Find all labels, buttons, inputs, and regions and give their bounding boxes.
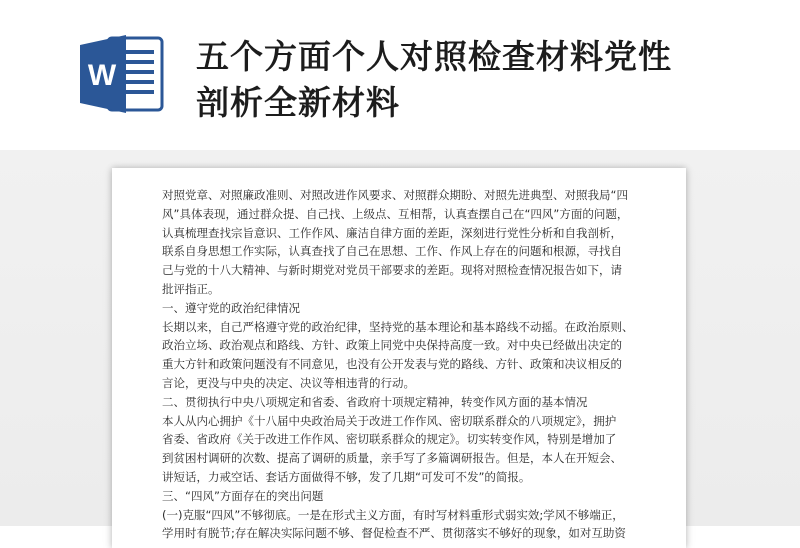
document-line: 到贫困村调研的次数、提高了调研的质量，亲手写了多篇调研报告。但是，本人在开短会、: [162, 451, 622, 466]
document-line: 风”具体表现，通过群众提、自己找、上级点、互相帮，认真查摆自己在“四风”方面的问题，: [162, 206, 629, 221]
document-line: 二、贯彻执行中央八项规定和省委、省政府十项规定精神，转变作风方面的基本情况: [162, 394, 588, 409]
document-line: 重大方针和政策问题没有不同意见，也没有公开发表与党的路线、方针、政策和决议相反的: [162, 357, 622, 372]
document-line: 认真梳理查找宗旨意识、工作作风、廉洁自律方面的差距，深刻进行党性分析和自我剖析，: [162, 225, 622, 240]
document-line: 联系自身思想工作实际，认真查找了自己在思想、工作、作风上存在的问题和根源，寻找自: [162, 244, 622, 259]
word-logo-letter: W: [87, 59, 117, 92]
page-title-line-1: 五个方面个人对照检查材料党性: [196, 37, 672, 76]
header: [0, 0, 800, 150]
document-line: 省委、省政府《关于改进工作作风、密切联系群众的规定》。切实转变作风，特别是增加了: [162, 432, 617, 447]
document-line: 己与党的十八大精神、与新时期党对党员干部要求的差距。现将对照检查情况报告如下，请: [162, 263, 622, 278]
document-line: 长期以来，自己严格遵守党的政治纪律，坚持党的基本理论和基本路线不动摇。在政治原则、: [162, 319, 634, 334]
document-line: 对照党章、对照廉政准则、对照改进作风要求、对照群众期盼、对照先进典型、对照我局“四: [162, 188, 628, 202]
page-title-line-2: 剖析全新材料: [196, 83, 400, 122]
document-page: [112, 168, 686, 548]
document-line: 学用时有脱节;存在解决实际问题不够、督促检查不严、贯彻落实不够好的现象，如对互助资: [162, 526, 626, 541]
document-line: 言论，更没与中央的决定、决议等相违背的行动。: [162, 375, 415, 390]
document-line: 一、遵守党的政治纪律情况: [162, 300, 300, 315]
page-title: [196, 34, 756, 126]
document-line: 本人从内心拥护《十八届中央政治局关于改进工作作风、密切联系群众的八项规定》，拥护: [162, 413, 617, 428]
document-line: (一)克服“四风”不够彻底。一是在形式主义方面，有时写材料重形式弱实效;学风不够端正，: [162, 507, 624, 522]
document-body: [162, 186, 647, 543]
document-line: 三、“四风”方面存在的突出问题: [162, 488, 324, 503]
word-document-icon: [78, 33, 164, 115]
document-line: 政治立场、政治观点和路线、方针、政策上同党中央保持高度一致。对中央已经做出决定的: [162, 338, 622, 353]
document-line: 批评指正。: [162, 281, 220, 296]
document-line: 讲短话，力戒空话、套话方面做得不够，发了几期“可发可不发”的简报。: [162, 469, 531, 484]
